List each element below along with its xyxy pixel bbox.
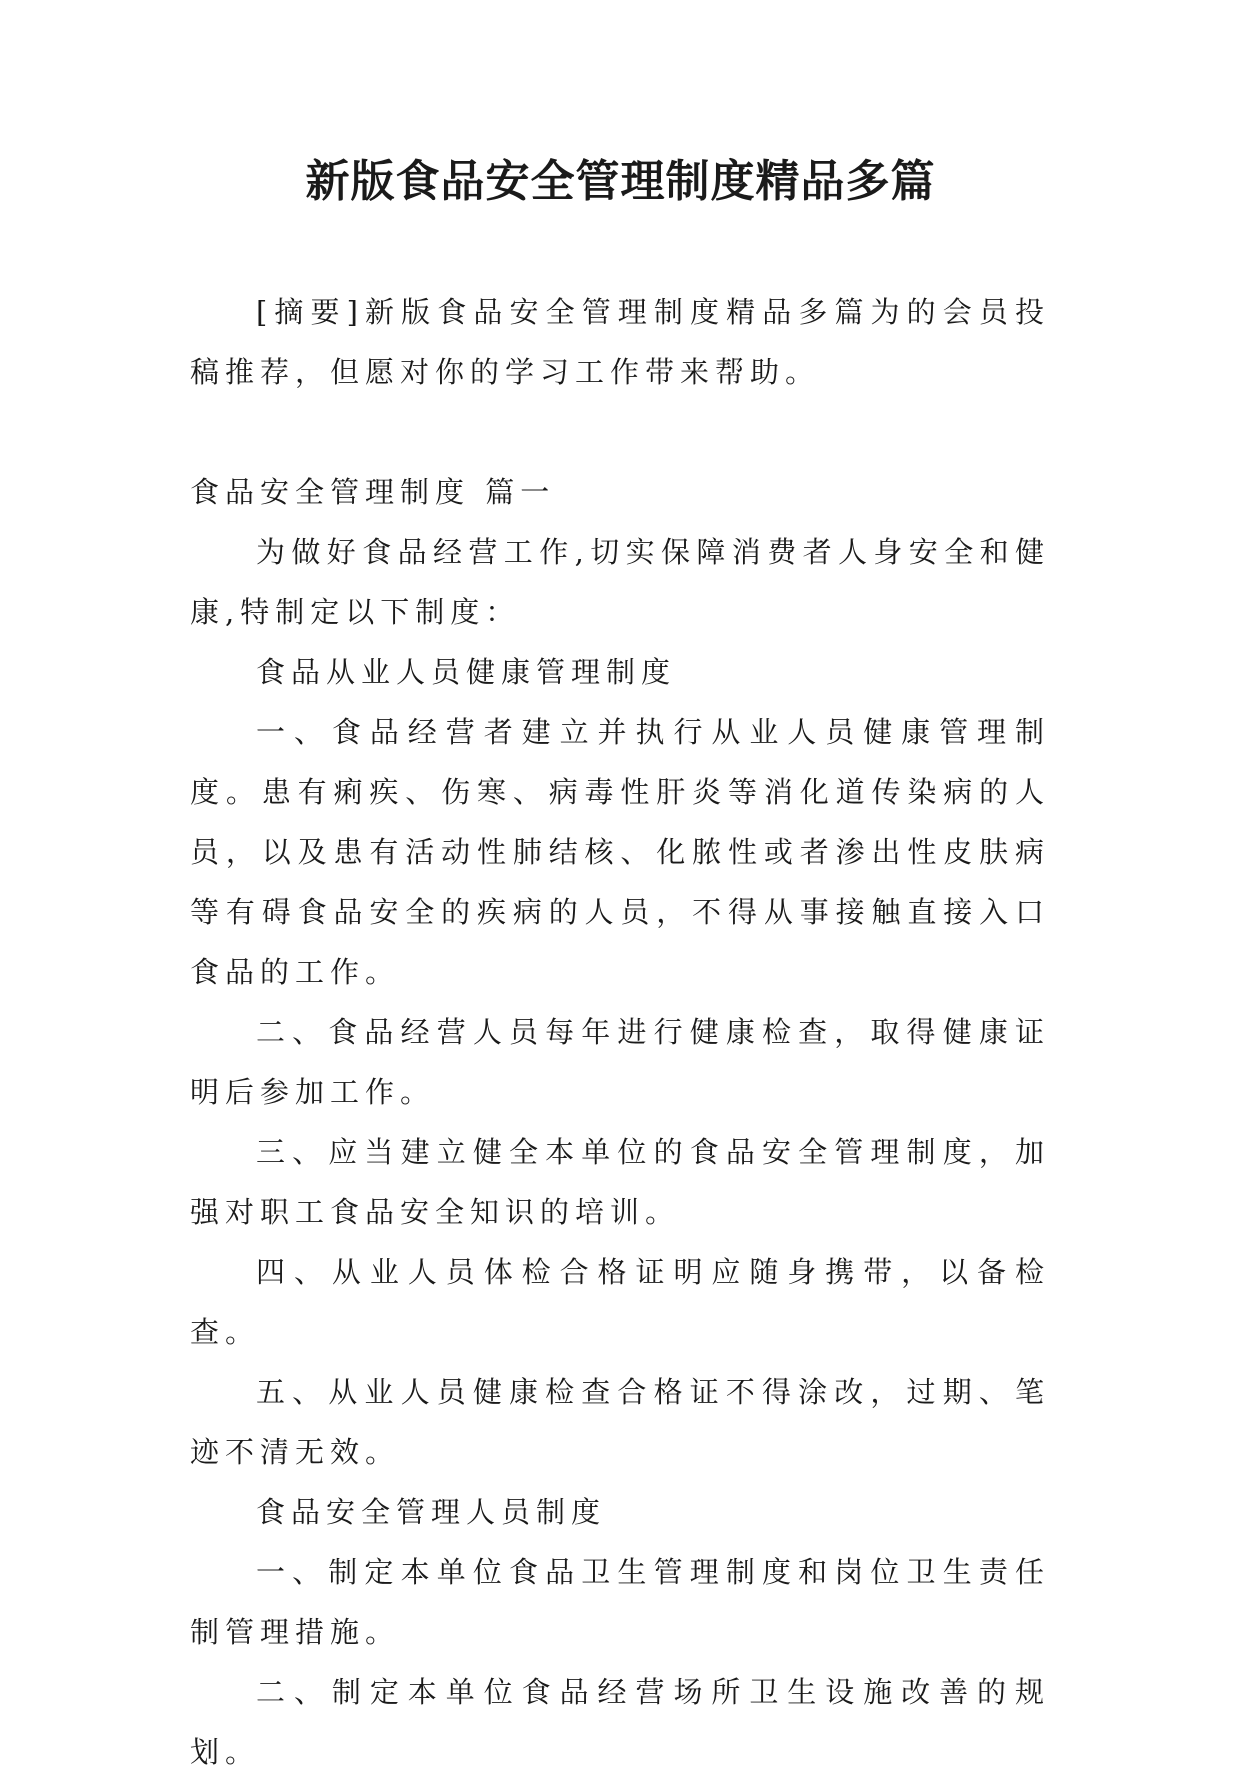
health-item-1: 一、食品经营者建立并执行从业人员健康管理制度。患有痢疾、伤寒、病毒性肝炎等消化道传染病的人员，以及患有活动性肺结核、化脓性或者渗出性皮肤病等有碍食品安全的疾病的人员，不得从事接触直接入口食品的工作。 (190, 715, 1050, 989)
health-item-2: 二、食品经营人员每年进行健康检查，取得健康证明后参加工作。 (190, 1015, 1050, 1109)
health-item-4: 四、从业人员体检合格证明应随身携带，以备检查。 (190, 1255, 1050, 1349)
health-item-5: 五、从业人员健康检查合格证不得涂改，过期、笔迹不清无效。 (190, 1375, 1050, 1469)
sub-heading-managers: 食品安全管理人员制度 (256, 1495, 607, 1529)
manager-item-1: 一、制定本单位食品卫生管理制度和岗位卫生责任制管理措施。 (190, 1555, 1050, 1649)
sub-heading-health: 食品从业人员健康管理制度 (256, 655, 677, 689)
health-item-3: 三、应当建立健全本单位的食品安全管理制度，加强对职工食品安全知识的培训。 (190, 1135, 1050, 1229)
section-heading: 食品安全管理制度 篇一 (190, 475, 556, 509)
spacer (190, 402, 1050, 462)
manager-item-2: 二、制定本单位食品经营场所卫生设施改善的规划。 (190, 1675, 1050, 1769)
document-title: 新版食品安全管理制度精品多篇 (305, 156, 936, 207)
document-body (190, 282, 1050, 1782)
intro-paragraph: 为做好食品经营工作,切实保障消费者人身安全和健康,特制定以下制度： (190, 535, 1050, 629)
summary-paragraph: [摘要]新版食品安全管理制度精品多篇为的会员投稿推荐，但愿对你的学习工作带来帮助。 (190, 295, 1050, 389)
